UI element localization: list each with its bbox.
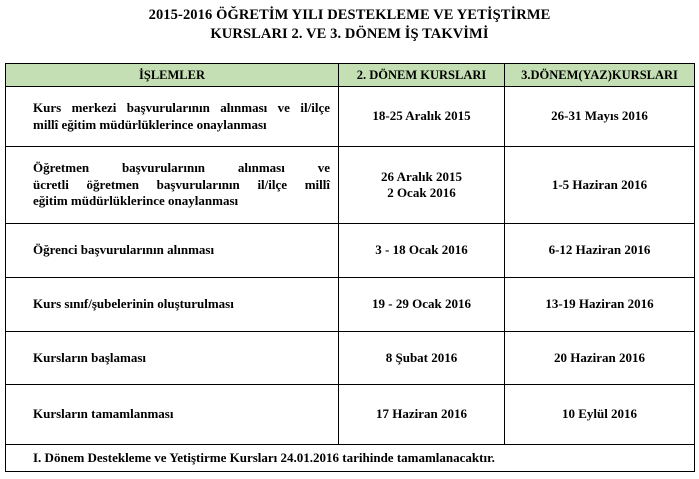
table-row <box>6 87 695 147</box>
term-3-date-cell: 10 Eylül 2016 <box>505 384 695 444</box>
operation-cell <box>6 147 339 223</box>
term-2-date-cell <box>339 87 505 147</box>
operation-cell <box>6 87 339 147</box>
term-3-date-cell: 20 Haziran 2016 <box>505 332 695 384</box>
term-2-date: 8 Şubat 2016 <box>385 349 458 365</box>
term-2-date: 17 Haziran 2016 <box>376 405 467 421</box>
term-3-date-cell: 13-19 Haziran 2016 <box>505 277 695 331</box>
operation-line: Kurs merkezi başvurularının alınması ve il/ilçe <box>33 100 330 116</box>
term-3-date-cell: 26-31 Mayıs 2016 <box>505 87 695 147</box>
header-operations: İŞLEMLER <box>6 64 339 87</box>
term-2-date: 18-25 Aralık 2015 <box>372 108 471 124</box>
header-term-2: 2. DÖNEM KURSLARI <box>339 64 505 87</box>
term-2-date-cell <box>339 223 505 277</box>
header-row <box>6 64 695 87</box>
term-2-date: 3 - 18 Ocak 2016 <box>375 242 468 258</box>
operation-line: eğitim müdürlüklerince onaylanması <box>33 193 239 209</box>
term-2-date-cell <box>339 332 505 384</box>
term-2-date-cell <box>339 277 505 331</box>
operation-line: Öğretmen başvurularının alınması ve <box>33 160 330 176</box>
operation-line: Kursların tamamlanması <box>33 405 174 421</box>
term-2-date: 19 - 29 Ocak 2016 <box>372 296 471 312</box>
table-row <box>6 277 695 331</box>
operation-cell <box>6 384 339 444</box>
title-line-2: KURSLARI 2. VE 3. DÖNEM İŞ TAKVİMİ <box>210 26 489 42</box>
term-2-date: 26 Aralık 2015 <box>381 168 462 184</box>
footnote-row <box>6 444 695 471</box>
operation-line: millî eğitim müdürlüklerince onaylanması <box>33 116 267 132</box>
footnote: I. Dönem Destekleme ve Yetiştirme Kursları 24.01.2016 tarihinde tamamlanacaktır. <box>6 444 695 471</box>
term-3-date-cell: 6-12 Haziran 2016 <box>505 223 695 277</box>
operation-line: Kurs sınıf/şubelerinin oluşturulması <box>33 296 234 312</box>
operation-cell <box>6 277 339 331</box>
term-2-date: 2 Ocak 2016 <box>387 185 456 200</box>
term-3-date-cell: 1-5 Haziran 2016 <box>505 147 695 223</box>
operation-cell <box>6 332 339 384</box>
header-term-3: 3.DÖNEM(YAZ)KURSLARI <box>505 64 695 87</box>
table-row <box>6 147 695 223</box>
operation-line: ücretli öğretmen başvurularının il/ilçe millî <box>33 176 330 192</box>
table-row <box>6 223 695 277</box>
table-row <box>6 332 695 384</box>
operation-line: Öğrenci başvurularının alınması <box>33 242 215 258</box>
document-title <box>0 6 699 44</box>
operation-cell <box>6 223 339 277</box>
term-2-date-cell <box>339 147 505 223</box>
title-line-1: 2015-2016 ÖĞRETİM YILI DESTEKLEME VE YETİŞTİRME <box>148 7 551 23</box>
table-row <box>6 384 695 444</box>
term-2-date-cell <box>339 384 505 444</box>
operation-line: Kursların başlaması <box>33 349 147 365</box>
schedule-table <box>5 63 695 472</box>
